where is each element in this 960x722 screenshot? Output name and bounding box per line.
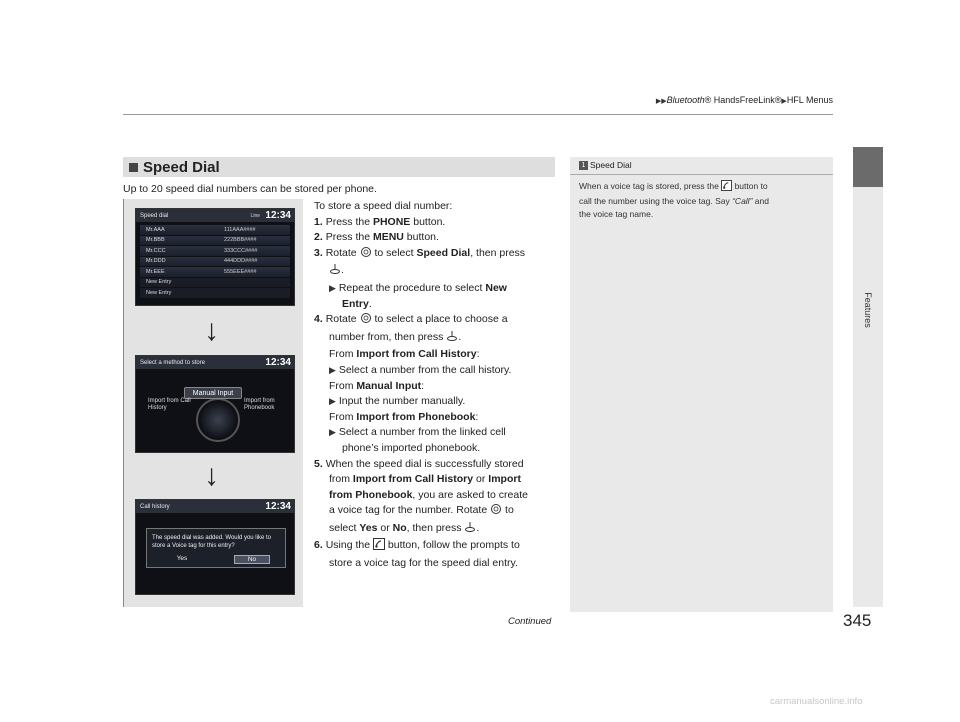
import-phonebook-option: Import from Phonebook [244, 398, 275, 411]
speed-dial-screen [135, 208, 295, 306]
step-3-sub: ▶ Repeat the procedure to select New [329, 281, 507, 294]
step-4-cont: number from, then press . [314, 330, 559, 348]
step-6: 6. Using the button, follow the prompts to [314, 538, 559, 556]
press-knob-icon [446, 330, 458, 348]
press-knob-icon [464, 521, 476, 539]
yes-option: Yes [176, 555, 188, 562]
step-4-from-call-history: From Import from Call History: [329, 348, 480, 361]
note-rule [570, 174, 833, 175]
speed-dial-list [136, 222, 294, 301]
section-title: Speed Dial [143, 158, 220, 176]
speed-dial-name: Mr.CCC [146, 247, 166, 254]
instruction-steps [314, 199, 559, 572]
steps-lead: To store a speed dial number: [314, 200, 453, 212]
speed-dial-number: 555EEE#### [224, 268, 257, 275]
step-5-line3: from Phonebook, you are asked to create [329, 488, 528, 501]
speed-dial-row [140, 257, 290, 267]
header-rule [123, 114, 833, 115]
speed-dial-row [140, 236, 290, 246]
confirm-message: The speed dial was added. Would you like to store a Voice tag for this entry? [146, 528, 286, 568]
speed-dial-name: Mr.AAA [146, 226, 165, 233]
speed-dial-row [140, 278, 290, 288]
step-3-sub-cont: Entry. [342, 297, 372, 310]
breadcrumb: ▶▶Bluetooth® HandsFreeLink®▶HFL Menus [655, 95, 833, 105]
speed-dial-number: 111AAA#### [224, 226, 256, 233]
step-4-from-phonebook: From Import from Phonebook: [329, 410, 479, 423]
speed-dial-number: 333CCC#### [224, 247, 258, 254]
talk-button-icon [373, 538, 385, 556]
import-call-history-option: Import from Call History [148, 398, 191, 411]
step-4-call-history-sub: ▶ Select a number from the call history. [329, 363, 512, 376]
no-option: No [234, 555, 270, 564]
step-4-phonebook-sub: ▶ Select a number from the linked cell [329, 426, 506, 439]
screenshot-panel [123, 199, 303, 607]
step-2: 2. Press the MENU button. [314, 231, 439, 244]
continued-label: Continued [508, 616, 552, 627]
speed-dial-row [140, 288, 290, 298]
rotate-knob-icon [490, 503, 502, 521]
speed-dial-number: 222BBB#### [224, 237, 257, 244]
step-5: 5. When the speed dial is successfully stored [314, 457, 524, 470]
step-5-line5: select Yes or No, then press . [314, 521, 559, 539]
speed-dial-row [140, 246, 290, 256]
speed-dial-number: 444DDD#### [224, 258, 258, 265]
down-arrow-icon: ↓ [204, 459, 219, 492]
chapter-label: Features [863, 292, 873, 328]
step-4-from-manual: From Manual Input: [329, 379, 425, 392]
note-marker-icon: 1 [579, 161, 588, 170]
note-title: Speed Dial [590, 160, 632, 170]
screen-title: Call history [140, 503, 170, 510]
speed-dial-name: Mr.DDD [146, 258, 166, 265]
section-header [123, 157, 555, 177]
step-4: 4. Rotate to select a place to choose a [314, 312, 559, 330]
rotate-knob-icon [360, 312, 372, 330]
select-method-screen [135, 355, 295, 453]
square-bullet-icon [129, 163, 138, 172]
step-4-manual-sub: ▶ Input the number manually. [329, 395, 466, 408]
rotate-knob-icon [360, 246, 372, 264]
step-3-cont: . [314, 263, 559, 281]
breadcrumb-hfl-menus: HFL Menus [786, 95, 833, 105]
clock: 12:34 [265, 210, 291, 221]
note-body: When a voice tag is stored, press the button to call the number using the voice tag. Say “Call” and the voice tag name. [579, 181, 769, 219]
talk-button-icon [721, 180, 732, 195]
call-history-screen [135, 499, 295, 595]
intro-text: Up to 20 speed dial numbers can be stored per phone. [123, 183, 377, 195]
manual-input-option: Manual Input [184, 387, 242, 399]
down-arrow-icon: ↓ [204, 314, 219, 347]
step-6-cont: store a voice tag for the speed dial entry. [329, 557, 518, 570]
step-1: 1. Press the PHONE button. [314, 215, 446, 228]
step-3: 3. Rotate to select Speed Dial, then press [314, 246, 559, 264]
chapter-tab [853, 147, 883, 187]
speed-dial-name: New Entry [146, 279, 172, 286]
page-number: 345 [843, 611, 872, 630]
note-header [579, 160, 824, 170]
step-5-line2: from Import from Call History or Import [329, 473, 521, 486]
breadcrumb-bluetooth: Bluetooth [666, 95, 705, 105]
speed-dial-name: New Entry [146, 289, 172, 296]
clock: 12:34 [265, 501, 291, 512]
step-4-phonebook-sub-cont: phone’s imported phonebook. [342, 441, 481, 454]
side-note [570, 157, 833, 612]
speed-dial-name: Mr.EEE [146, 268, 165, 275]
screen-title: Select a method to store [140, 359, 206, 366]
clock: 12:34 [265, 357, 291, 368]
press-knob-icon [329, 263, 341, 281]
selector-knob-icon [196, 398, 240, 442]
speed-dial-row [140, 267, 290, 277]
screen-title: Speed dial [140, 212, 169, 219]
watermark: carmanualsonline.info [770, 696, 863, 707]
speed-dial-name: Mr.BBB [146, 237, 165, 244]
step-5-line4: a voice tag for the number. Rotate to [314, 503, 559, 521]
status-text: Line [250, 212, 260, 219]
speed-dial-row [140, 225, 290, 235]
